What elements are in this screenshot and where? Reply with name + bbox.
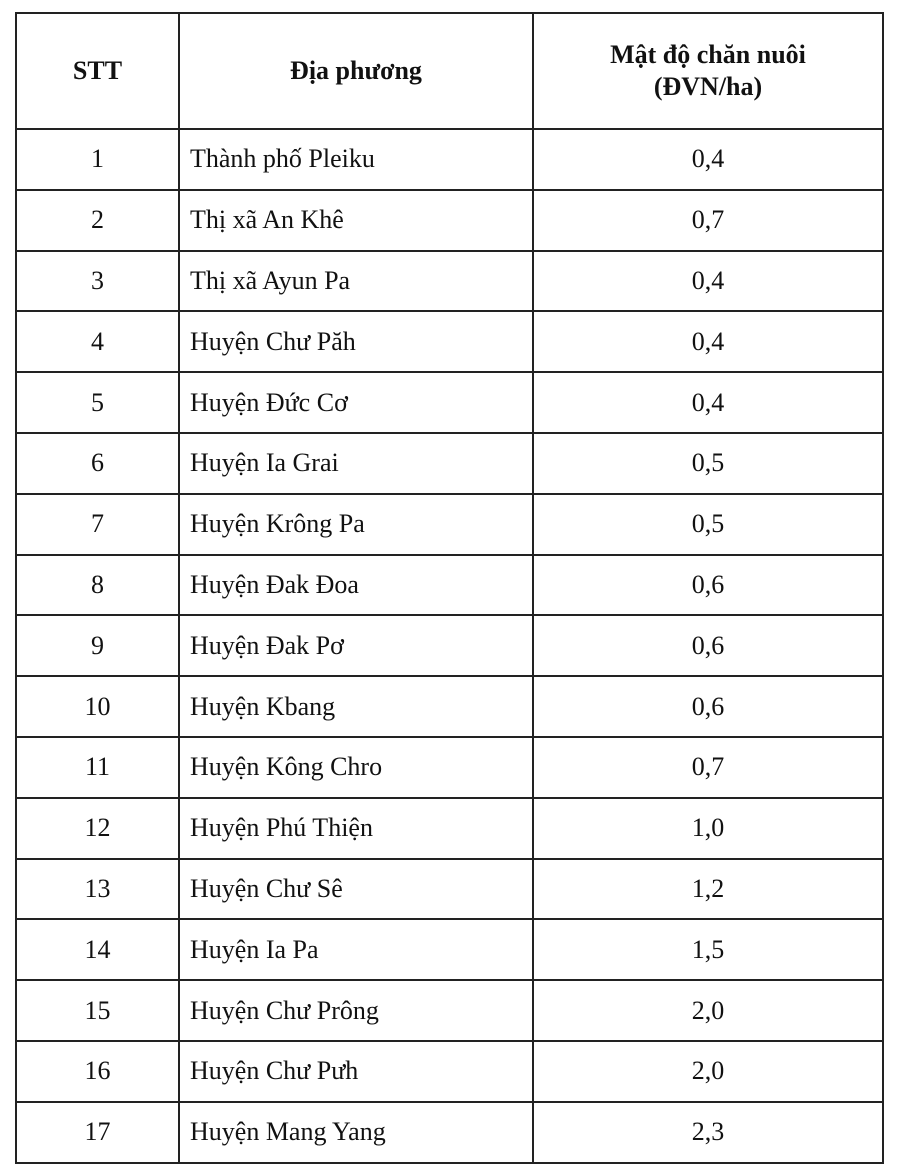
density-cell: 0,5 bbox=[533, 433, 883, 494]
table-row bbox=[16, 494, 883, 555]
stt-cell: 17 bbox=[16, 1102, 179, 1163]
stt-cell: 2 bbox=[16, 190, 179, 251]
locality-cell: Thị xã An Khê bbox=[179, 190, 533, 251]
density-cell: 0,4 bbox=[533, 251, 883, 312]
stt-cell: 10 bbox=[16, 676, 179, 737]
stt-cell: 1 bbox=[16, 129, 179, 190]
table-row bbox=[16, 372, 883, 433]
locality-cell: Huyện Chư Păh bbox=[179, 311, 533, 372]
table-row bbox=[16, 737, 883, 798]
header-density-unit: (ĐVN/ha) bbox=[653, 72, 763, 101]
stt-cell: 14 bbox=[16, 919, 179, 980]
locality-cell: Huyện Đức Cơ bbox=[179, 372, 533, 433]
density-cell: 0,6 bbox=[533, 615, 883, 676]
header-density bbox=[533, 13, 883, 129]
stt-cell: 15 bbox=[16, 980, 179, 1041]
table-row bbox=[16, 798, 883, 859]
locality-cell: Huyện Chư Pưh bbox=[179, 1041, 533, 1102]
locality-cell: Huyện Ia Grai bbox=[179, 433, 533, 494]
density-cell: 0,6 bbox=[533, 676, 883, 737]
locality-cell: Huyện Đak Đoa bbox=[179, 555, 533, 616]
table-row bbox=[16, 555, 883, 616]
table-row bbox=[16, 433, 883, 494]
header-density-title: Mật độ chăn nuôi bbox=[610, 40, 806, 69]
locality-cell: Thành phố Pleiku bbox=[179, 129, 533, 190]
table-row bbox=[16, 190, 883, 251]
density-cell: 0,7 bbox=[533, 190, 883, 251]
density-cell: 0,4 bbox=[533, 129, 883, 190]
livestock-density-table bbox=[15, 12, 884, 1164]
table-row bbox=[16, 251, 883, 312]
density-cell: 1,0 bbox=[533, 798, 883, 859]
table-row bbox=[16, 129, 883, 190]
locality-cell: Huyện Kông Chro bbox=[179, 737, 533, 798]
density-cell: 0,4 bbox=[533, 311, 883, 372]
table-row bbox=[16, 311, 883, 372]
locality-cell: Huyện Ia Pa bbox=[179, 919, 533, 980]
locality-cell: Huyện Kbang bbox=[179, 676, 533, 737]
header-stt: STT bbox=[16, 13, 179, 129]
stt-cell: 9 bbox=[16, 615, 179, 676]
stt-cell: 5 bbox=[16, 372, 179, 433]
table-row bbox=[16, 615, 883, 676]
stt-cell: 7 bbox=[16, 494, 179, 555]
locality-cell: Huyện Chư Prông bbox=[179, 980, 533, 1041]
stt-cell: 3 bbox=[16, 251, 179, 312]
density-cell: 0,4 bbox=[533, 372, 883, 433]
locality-cell: Huyện Krông Pa bbox=[179, 494, 533, 555]
density-cell: 0,6 bbox=[533, 555, 883, 616]
density-cell: 0,5 bbox=[533, 494, 883, 555]
table-row bbox=[16, 859, 883, 920]
table-row bbox=[16, 1102, 883, 1163]
locality-cell: Huyện Chư Sê bbox=[179, 859, 533, 920]
density-cell: 2,0 bbox=[533, 1041, 883, 1102]
stt-cell: 4 bbox=[16, 311, 179, 372]
density-cell: 2,0 bbox=[533, 980, 883, 1041]
header-row bbox=[16, 13, 883, 129]
stt-cell: 12 bbox=[16, 798, 179, 859]
locality-cell: Huyện Đak Pơ bbox=[179, 615, 533, 676]
header-locality: Địa phương bbox=[179, 13, 533, 129]
stt-cell: 11 bbox=[16, 737, 179, 798]
locality-cell: Thị xã Ayun Pa bbox=[179, 251, 533, 312]
table-row bbox=[16, 676, 883, 737]
table-row bbox=[16, 980, 883, 1041]
table-row bbox=[16, 1041, 883, 1102]
stt-cell: 8 bbox=[16, 555, 179, 616]
stt-cell: 16 bbox=[16, 1041, 179, 1102]
density-cell: 2,3 bbox=[533, 1102, 883, 1163]
locality-cell: Huyện Phú Thiện bbox=[179, 798, 533, 859]
table-row bbox=[16, 919, 883, 980]
stt-cell: 13 bbox=[16, 859, 179, 920]
density-cell: 1,2 bbox=[533, 859, 883, 920]
density-cell: 0,7 bbox=[533, 737, 883, 798]
locality-cell: Huyện Mang Yang bbox=[179, 1102, 533, 1163]
stt-cell: 6 bbox=[16, 433, 179, 494]
density-cell: 1,5 bbox=[533, 919, 883, 980]
